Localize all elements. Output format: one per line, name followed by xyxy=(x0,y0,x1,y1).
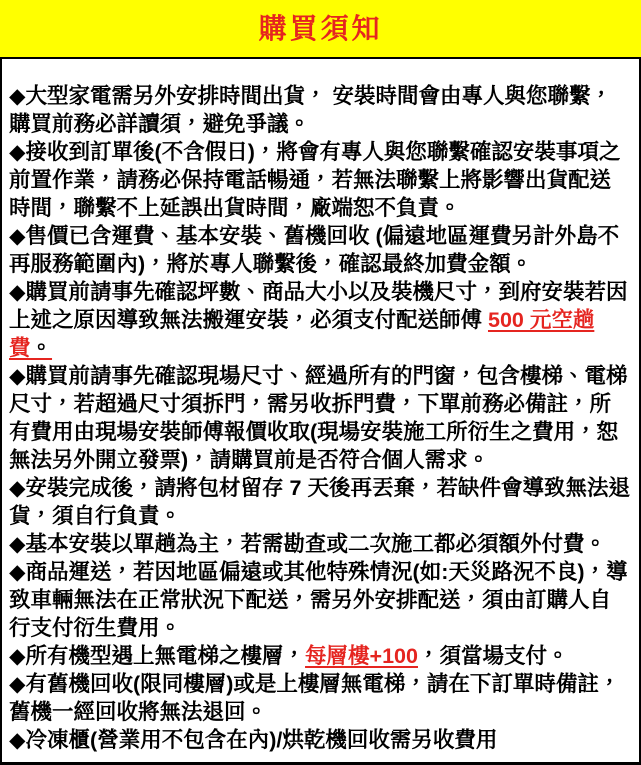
notice-item xyxy=(9,726,632,754)
notice-text: ◆接收到訂單後(不含假日)，將會有專人與您聯繫確認安裝事項之前置作業，請務必保持電話暢通，若無法聯繫上將影響出貨配送時間，聯繫不上延誤出貨時間，廠端恕不負責。 xyxy=(9,140,621,220)
notice-item xyxy=(9,474,632,530)
notice-text: ◆基本安裝以單趟為主，若需勘查或二次施工都必須額外付費。 xyxy=(9,532,607,556)
notice-item xyxy=(9,362,632,474)
notice-text: ◆安裝完成後，請將包材留存 7 天後再丟棄，若缺件會導致無法退貨，須自行負責。 xyxy=(9,476,630,528)
notice-item xyxy=(9,558,632,642)
notice-item xyxy=(9,222,632,278)
notice-text: ◆所有機型遇上無電梯之樓層， xyxy=(9,644,306,668)
notice-item xyxy=(9,278,632,362)
notice-body xyxy=(0,57,641,765)
notice-text: 。 xyxy=(30,336,53,360)
page-title: 購買須知 xyxy=(258,12,383,44)
notice-text: ◆冷凍櫃(營業用不包含在內)/烘乾機回收需另收費用 xyxy=(9,728,498,752)
notice-text: ◆有舊機回收(限同樓層)或是上樓層無電梯，請在下訂單時備註，舊機一經回收將無法退回。 xyxy=(9,672,621,724)
notice-text: ◆購買前請事先確認現場尺寸、經過所有的門窗，包含樓梯、電梯尺寸，若超過尺寸須拆門，需另收拆門費，下單前務必備註，所有費用由現場安裝師傅報價收取(現場安裝施工所衍生之費用，恕無法另外開立發票)，請購買前是否符合個人需求。 xyxy=(9,364,628,472)
notice-item xyxy=(9,642,632,670)
notice-text: ◆商品運送，若因地區偏遠或其他特殊情況(如:天災路況不良)，導致車輛無法在正常狀況下配送，需另外安排配送，須由訂購人自行支付衍生費用。 xyxy=(9,560,628,640)
notice-highlight-text: 500 元空趟費 xyxy=(9,308,595,360)
notice-list xyxy=(9,82,632,754)
notice-item xyxy=(9,670,632,726)
notice-text: ◆售價已含運費、基本安裝、舊機回收 (偏遠地區運費另計外島不再服務範圍內)，將於專人聯繫後，確認最終加費金額。 xyxy=(9,224,620,276)
notice-text: ◆大型家電需另外安排時間出貨， 安裝時間會由專人與您聯繫，購買前務必詳讀須，避免爭議。 xyxy=(9,84,613,136)
notice-highlight-text: 每層樓+100 xyxy=(305,644,418,668)
notice-item xyxy=(9,530,632,558)
notice-header-banner xyxy=(0,0,641,57)
notice-text: ，須當場支付。 xyxy=(417,644,569,668)
notice-item xyxy=(9,82,632,138)
notice-item xyxy=(9,138,632,222)
notice-text: ◆購買前請事先確認坪數、商品大小以及裝機尺寸，到府安裝若因上述之原因導致無法搬運安裝，必須支付配送師傅 xyxy=(9,280,628,332)
